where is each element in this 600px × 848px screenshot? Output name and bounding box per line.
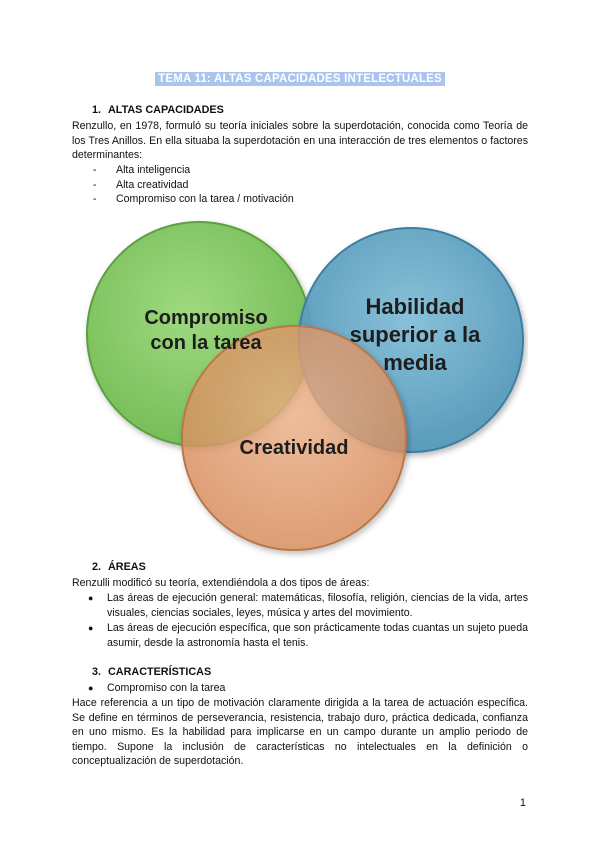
bullet-icon: ● <box>88 683 94 693</box>
section-3-title: CARACTERÍSTICAS <box>108 666 212 678</box>
section-2-number: 2. <box>92 561 102 573</box>
section-2-heading <box>92 561 146 573</box>
list-item: ● Compromiso con la tarea <box>88 682 226 694</box>
ring-label-habilidad-line3: media <box>383 350 447 375</box>
section-1-paragraph: Renzullo, en 1978, formuló su teoría iniciales sobre la superdotación, conocida como Teoría de los Tres Anillos. En ella situaba la superdotación en una interacción de tres elementos o factores determinantes: <box>72 120 528 162</box>
section-1-title: ALTAS CAPACIDADES <box>108 104 224 116</box>
bullet-icon: ● <box>88 623 94 633</box>
section-2-title: ÁREAS <box>108 561 146 573</box>
title-row <box>0 72 600 86</box>
document-title: TEMA 11: ALTAS CAPACIDADES INTELECTUALES <box>155 72 445 86</box>
ring-label-creatividad: Creatividad <box>239 437 349 459</box>
ring-label-compromiso-line2: con la tarea <box>150 332 262 354</box>
ring-label-habilidad-line2: superior a la <box>349 322 481 347</box>
list-item: - Alta creatividad <box>93 179 189 191</box>
ring-label-compromiso-line1: Compromiso <box>144 307 268 329</box>
bullet-icon: ● <box>88 593 94 603</box>
section-1-number: 1. <box>92 104 102 116</box>
list-item: ● Las áreas de ejecución específica, que son prácticamente todas cuantas un sujeto pueda asumir, desde la astronomía hasta el tenis. <box>88 622 528 649</box>
three-rings-venn-diagram <box>72 210 528 558</box>
section-2-paragraph: Renzulli modificó su teoría, extendiéndola a dos tipos de áreas: <box>72 577 370 589</box>
list-item: - Alta inteligencia <box>93 164 191 176</box>
section-3-paragraph: Hace referencia a un tipo de motivación claramente dirigida a la tarea de actuación específica. Se define en términos de perseverancia, resistencia, trabajo duro, práctica dedicada, confianza en uno mismo. Es la habilidad para implicarse en un campo durante un amplio periodo de tiempo. Supone la inclusión de características no intelectuales en la definición o conceptualización de superdotación. <box>72 697 528 768</box>
list-item: - Compromiso con la tarea / motivación <box>93 193 294 205</box>
ring-label-habilidad-line1: Habilidad <box>365 294 465 319</box>
list-item: ● Las áreas de ejecución general: matemáticas, filosofía, religión, ciencias de la vida, artes visuales, ciencias sociales, leyes, música y artes del movimiento. <box>88 592 528 619</box>
section-1-heading <box>92 104 224 116</box>
section-3-number: 3. <box>92 666 102 678</box>
section-3-heading <box>92 666 211 678</box>
page-number: 1 <box>519 797 526 809</box>
